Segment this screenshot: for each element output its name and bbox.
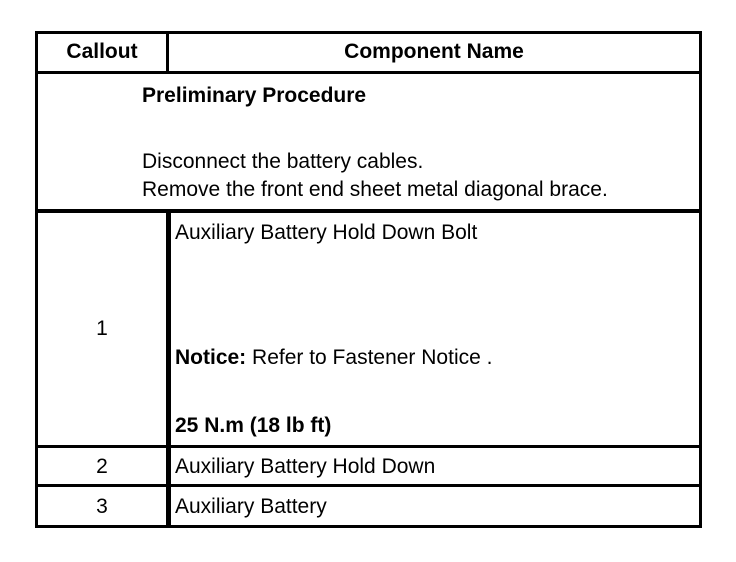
row-1-separator (35, 445, 702, 448)
row-2-callout: 2 (96, 455, 108, 478)
row-2-component-name: Auxiliary Battery Hold Down (175, 455, 436, 478)
row-1-callout: 1 (96, 317, 108, 340)
header-separator (35, 71, 702, 74)
notice-text: Refer to Fastener Notice . (246, 346, 493, 369)
preliminary-title: Preliminary Procedure (142, 84, 367, 107)
preliminary-separator (35, 209, 702, 213)
preliminary-step: Remove the front end sheet metal diagonal brace. (142, 178, 608, 201)
row-2-separator (35, 484, 702, 487)
notice-label: Notice: (175, 346, 247, 369)
body-column-divider (166, 209, 171, 528)
table-border-bottom (35, 525, 702, 528)
component-table (35, 31, 702, 528)
row-3-component-name: Auxiliary Battery (175, 495, 327, 518)
row-3-callout: 3 (96, 495, 108, 518)
callout-header: Callout (66, 40, 138, 63)
row-1-component-name: Auxiliary Battery Hold Down Bolt (175, 221, 478, 244)
row-1-notice (175, 345, 492, 371)
row-1-torque: 25 N.m (18 lb ft) (175, 414, 332, 437)
table-border-top (35, 31, 702, 34)
component-name-header: Component Name (344, 40, 524, 63)
table-border-right (699, 31, 702, 528)
preliminary-step: Disconnect the battery cables. (142, 150, 424, 173)
